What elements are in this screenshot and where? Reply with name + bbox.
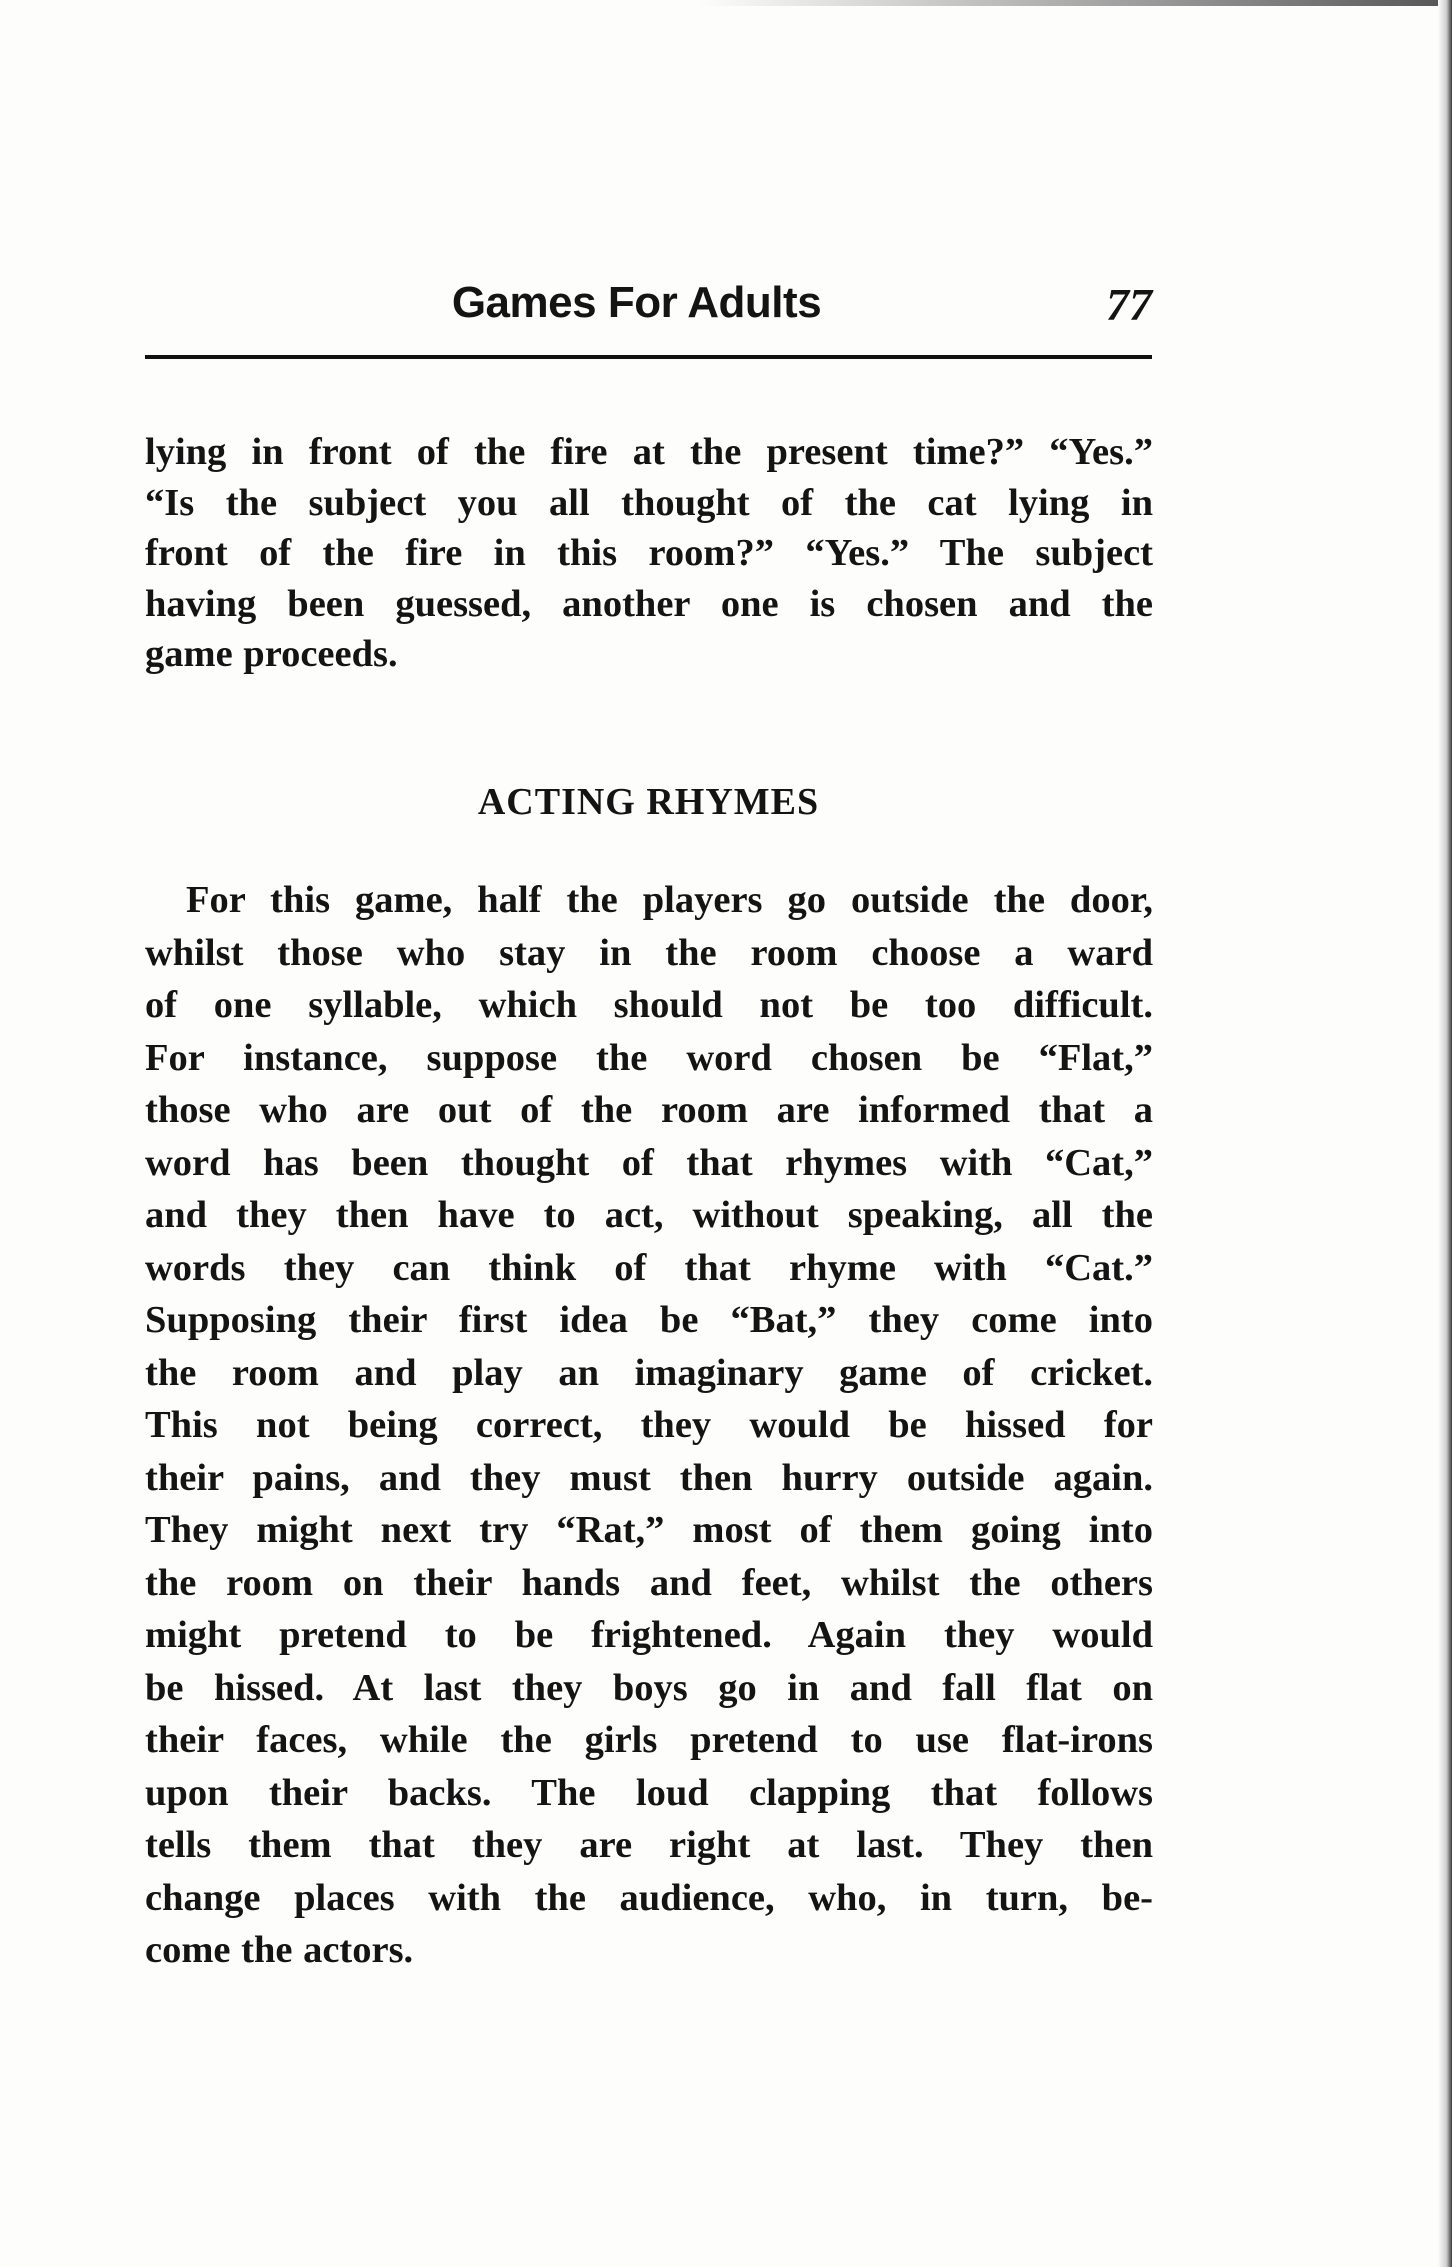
text-line: game proceeds. [145,633,398,675]
text-line: be hissed. At last they boys go in and fall flat on [145,1666,1153,1709]
text-line: might pretend to be frightened. Again they would [145,1614,1153,1656]
text-line: their faces, while the girls pretend to use flat-irons [145,1719,1153,1761]
text-line: whilst those who stay in the room choose a ward [145,931,1153,974]
text-line: lying in front of the fire at the present time?” “Yes.” [145,431,1153,473]
text-line: of one syllable, which should not be too difficult. [145,984,1153,1026]
page-top-edge [700,0,1452,6]
text-line: those who are out of the room are informed that a [145,1089,1153,1131]
text-line: the room on their hands and feet, whilst the others [145,1561,1153,1604]
text-line: For this game, half the players go outside the door, [186,879,1153,921]
text-line: upon their backs. The loud clapping that follows [145,1771,1153,1814]
running-title [145,278,1152,328]
section-heading: ACTING RHYMES [477,781,820,823]
text-line: They might next try “Rat,” most of them going into [145,1509,1153,1551]
text-line: change places with the audience, who, in turn, be- [145,1876,1153,1919]
text-line: their pains, and they must then hurry outside again. [145,1456,1153,1499]
text-line: and they then have to act, without speaking, all the [145,1194,1153,1236]
text-line: tells them that they are right at last. They then [145,1824,1153,1866]
page-number: 77 [1106,279,1152,330]
text-line: For instance, suppose the word chosen be “Flat,” [145,1036,1153,1079]
text-line: front of the fire in this room?” “Yes.” The subject [145,532,1153,574]
text-line: words they can think of that rhyme with “Cat.” [145,1246,1153,1289]
text-line: come the actors. [145,1929,414,1971]
text-line: This not being correct, they would be hissed for [145,1404,1153,1446]
text-line: word has been thought of that rhymes with “Cat,” [145,1141,1153,1184]
running-title-text: Games For Adults [451,278,822,327]
page-header [145,278,1152,348]
text-line: the room and play an imaginary game of cricket. [145,1351,1153,1394]
text-line: “Is the subject you all thought of the cat lying in [145,481,1153,524]
text-line: Supposing their first idea be “Bat,” they come into [145,1299,1153,1341]
page-right-edge [1438,0,1452,2267]
text-line: having been guessed, another one is chosen and the [145,582,1153,625]
header-rule [145,355,1152,359]
